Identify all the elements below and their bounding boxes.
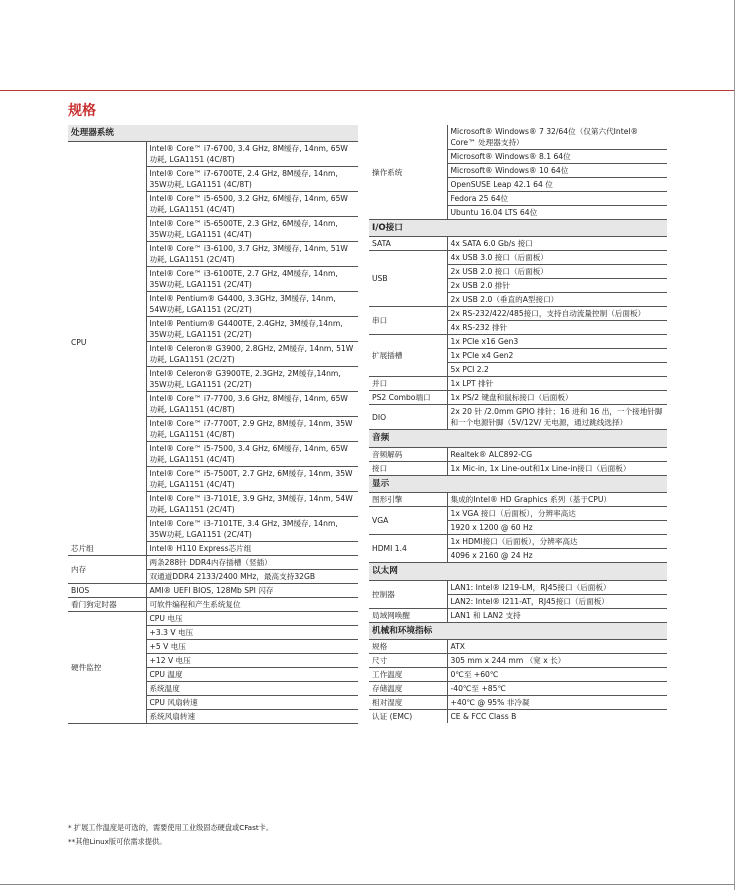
vga-label: VGA (369, 507, 447, 535)
hardware-monitor-row (68, 612, 358, 626)
serial-label: 串口 (369, 307, 447, 335)
os-value: Microsoft® Windows® 8.1 64位 (447, 150, 667, 164)
dio-value: 2x 20 针 /2.0mm GPIO 排针；16 进和 16 出，一个接地针脚和一个电源针脚（5V/12V/ 无电源，通过跳线选择） (447, 405, 667, 430)
os-label: 操作系统 (369, 125, 447, 220)
humidity-row (369, 696, 667, 710)
form-factor-value: ATX (447, 640, 667, 654)
lan-controller-value: LAN2: Intel® I211-AT，RJ45接口（后面板） (447, 594, 667, 608)
cpu-model: Intel® Pentium® G4400TE, 2.4GHz, 3M缓存,14nm, 35W功耗, LGA1151 (2C/2T) (146, 317, 358, 342)
spec-table-right (369, 125, 667, 723)
wake-on-lan-value: LAN1 和 LAN2 支持 (447, 608, 667, 622)
bios-label: BIOS (68, 584, 146, 598)
section-io (369, 220, 667, 237)
section-io-title: I/O接口 (369, 220, 667, 237)
cpu-model: Intel® Core™ i3-6100TE, 2.7 GHz, 4M缓存, 14nm, 35W功耗, LGA1151 (2C/4T) (146, 267, 358, 292)
graphics-value: 集成的Intel® HD Graphics 系列（基于CPU） (447, 493, 667, 507)
hdmi-row (369, 535, 667, 549)
dimensions-row (369, 654, 667, 668)
cpu-model: Intel® Core™ i7-7700T, 2.9 GHz, 8M缓存, 14nm, 35W功耗, LGA1151 (4C/8T) (146, 417, 358, 442)
os-value: Microsoft® Windows® 7 32/64位（仅第六代Intel® Core™ 处理器支持） (447, 125, 667, 150)
section-display-title: 显示 (369, 475, 667, 492)
hdmi-label: HDMI 1.4 (369, 535, 447, 563)
audio-codec-value: Realtek® ALC892-CG (447, 447, 667, 461)
sata-value: 4x SATA 6.0 Gb/s 接口 (447, 237, 667, 251)
parallel-label: 并口 (369, 377, 447, 391)
section-ethernet (369, 563, 667, 580)
expansion-value: 1x PCIe x16 Gen3 (447, 335, 667, 349)
audio-port-label: 接口 (369, 461, 447, 475)
cpu-model: Intel® Core™ i3-6100, 3.7 GHz, 3M缓存, 14nm, 51W功耗, LGA1151 (2C/4T) (146, 242, 358, 267)
hardware-monitor-value: +3.3 V 电压 (146, 626, 358, 640)
section-audio-title: 音频 (369, 430, 667, 447)
section-processor-title: 处理器系统 (68, 125, 358, 142)
chipset-label: 芯片组 (68, 542, 146, 556)
expansion-row (369, 335, 667, 349)
spec-table-left (68, 125, 358, 724)
serial-value: 2x RS-232/422/485接口，支持自动流量控制（后面板） (447, 307, 667, 321)
ps2-label: PS2 Combo端口 (369, 391, 447, 405)
watchdog-value: 可软件编程和产生系统复位 (146, 598, 358, 612)
expansion-value: 5x PCI 2.2 (447, 363, 667, 377)
audio-port-value: 1x Mic-in, 1x Line-out和1x Line-in接口（后面板） (447, 461, 667, 475)
cpu-model: Intel® Celeron® G3900TE, 2.3GHz, 2M缓存,14nm, 35W功耗, LGA1151 (2C/2T) (146, 367, 358, 392)
usb-value: 4x USB 3.0 接口（后面板） (447, 251, 667, 265)
storage-temp-value: -40℃至 +85℃ (447, 682, 667, 696)
section-mechanical (369, 622, 667, 639)
humidity-label: 相对湿度 (369, 696, 447, 710)
usb-value: 2x USB 2.0 排针 (447, 279, 667, 293)
footnote-2: **其他Linux版可依需求提供。 (68, 837, 167, 846)
os-value: Ubuntu 16.04 LTS 64位 (447, 206, 667, 220)
expansion-value: 1x PCIe x4 Gen2 (447, 349, 667, 363)
audio-port-row (369, 461, 667, 475)
storage-temp-row (369, 682, 667, 696)
operating-temp-value: 0℃至 +60℃ (447, 668, 667, 682)
os-value: Microsoft® Windows® 10 64位 (447, 164, 667, 178)
watchdog-row (68, 598, 358, 612)
dimensions-label: 尺寸 (369, 654, 447, 668)
cpu-model: Intel® Core™ i7-7700, 3.6 GHz, 8M缓存, 14nm, 65W功耗, LGA1151 (4C/8T) (146, 392, 358, 417)
graphics-row (369, 493, 667, 507)
parallel-row (369, 377, 667, 391)
hardware-monitor-value: +5 V 电压 (146, 640, 358, 654)
usb-label: USB (369, 251, 447, 307)
vga-row (369, 507, 667, 521)
hardware-monitor-label: 硬件监控 (68, 612, 146, 724)
chipset-value: Intel® H110 Express芯片组 (146, 542, 358, 556)
parallel-value: 1x LPT 排针 (447, 377, 667, 391)
operating-temp-row (369, 668, 667, 682)
audio-codec-label: 音频解码 (369, 447, 447, 461)
usb-value: 2x USB 2.0（垂直的A型接口） (447, 293, 667, 307)
section-display (369, 475, 667, 492)
page-title: 规格 (68, 103, 96, 119)
serial-row (369, 307, 667, 321)
section-processor (68, 125, 358, 142)
wake-on-lan-row (369, 608, 667, 622)
ps2-value: 1x PS/2 键盘和鼠标接口（后面板） (447, 391, 667, 405)
lan-controller-label: 控制器 (369, 580, 447, 608)
hardware-monitor-value: 系统风扇转速 (146, 710, 358, 724)
os-row (369, 125, 667, 150)
hardware-monitor-value: 系统温度 (146, 682, 358, 696)
certification-value: CE & FCC Class B (447, 710, 667, 724)
vga-value: 1920 x 1200 @ 60 Hz (447, 521, 667, 535)
cpu-model: Intel® Core™ i3-7101TE, 3.4 GHz, 3M缓存, 14nm, 35W功耗, LGA1151 (2C/4T) (146, 517, 358, 542)
cpu-model: Intel® Core™ i5-6500TE, 2.3 GHz, 6M缓存, 14nm, 35W功耗, LGA1151 (4C/4T) (146, 217, 358, 242)
cpu-model: Intel® Core™ i5-6500, 3.2 GHz, 6M缓存, 14nm, 65W功耗, LGA1151 (4C/4T) (146, 192, 358, 217)
hardware-monitor-value: CPU 风扇转速 (146, 696, 358, 710)
cpu-label: CPU (71, 337, 87, 347)
hardware-monitor-value: +12 V 电压 (146, 654, 358, 668)
bios-row (68, 584, 358, 598)
os-value: OpenSUSE Leap 42.1 64 位 (447, 178, 667, 192)
chipset-row (68, 542, 358, 556)
certification-row (369, 710, 667, 724)
audio-codec-row (369, 447, 667, 461)
dio-label: DIO (369, 405, 447, 430)
hardware-monitor-value: CPU 电压 (146, 612, 358, 626)
expansion-label: 扩展插槽 (369, 335, 447, 377)
cpu-model: Intel® Core™ i5-7500, 3.4 GHz, 6M缓存, 14nm, 65W功耗, LGA1151 (4C/4T) (146, 442, 358, 467)
memory-value: 双通道DDR4 2133/2400 MHz，最高支持32GB (146, 570, 358, 584)
cpu-model: Intel® Core™ i3-7101E, 3.9 GHz, 3M缓存, 14nm, 54W功耗, LGA1151 (2C/4T) (146, 492, 358, 517)
cpu-model: Intel® Core™ i7-6700TE, 2.4 GHz, 8M缓存, 14nm, 35W功耗, LGA1151 (4C/8T) (146, 167, 358, 192)
section-ethernet-title: 以太网 (369, 563, 667, 580)
hardware-monitor-value: CPU 温度 (146, 668, 358, 682)
section-mechanical-title: 机械和环境指标 (369, 622, 667, 639)
certification-label: 认证 (EMC) (372, 712, 413, 722)
dio-row (369, 405, 667, 430)
memory-value: 两条288针 DDR4内存插槽（竖插） (146, 556, 358, 570)
cpu-row (68, 142, 358, 167)
vga-value: 1x VGA 接口（后面板），分辨率高达 (447, 507, 667, 521)
storage-temp-label: 存储温度 (369, 682, 447, 696)
bios-value: AMI® UEFI BIOS, 128Mb SPI 闪存 (146, 584, 358, 598)
dimensions-value: 305 mm x 244 mm （宽 x 长） (447, 654, 667, 668)
memory-label: 内存 (68, 556, 146, 584)
sata-row (369, 237, 667, 251)
footer-rule (0, 884, 735, 885)
cpu-model: Intel® Pentium® G4400, 3.3GHz, 3M缓存, 14nm, 54W功耗, LGA1151 (2C/2T) (146, 292, 358, 317)
cpu-model: Intel® Core™ i5-7500T, 2.7 GHz, 6M缓存, 14nm, 35W功耗, LGA1151 (4C/4T) (146, 467, 358, 492)
header-rule (0, 90, 735, 91)
form-factor-row (369, 640, 667, 654)
ps2-row (369, 391, 667, 405)
operating-temp-label: 工作温度 (369, 668, 447, 682)
hdmi-value: 1x HDMI接口（后面板），分辨率高达 (447, 535, 667, 549)
section-audio (369, 430, 667, 447)
wake-on-lan-label: 局域网唤醒 (369, 608, 447, 622)
memory-row (68, 556, 358, 570)
lan-controller-value: LAN1: Intel® I219-LM，RJ45接口（后面板） (447, 580, 667, 594)
usb-row (369, 251, 667, 265)
serial-value: 4x RS-232 排针 (447, 321, 667, 335)
sata-label: SATA (369, 237, 447, 251)
graphics-label: 图形引擎 (369, 493, 447, 507)
humidity-value: +40℃ @ 95% 非冷凝 (447, 696, 667, 710)
watchdog-label: 看门狗定时器 (68, 598, 146, 612)
cpu-model: Intel® Core™ i7-6700, 3.4 GHz, 8M缓存, 14nm, 65W功耗, LGA1151 (4C/8T) (146, 142, 358, 167)
hdmi-value: 4096 x 2160 @ 24 Hz (447, 549, 667, 563)
lan-controller-row (369, 580, 667, 594)
usb-value: 2x USB 2.0 接口（后面板） (447, 265, 667, 279)
form-factor-label: 规格 (369, 640, 447, 654)
footnote-1: * 扩展工作温度是可选的，需要使用工业级固态硬盘或CFast卡。 (68, 823, 274, 832)
os-value: Fedora 25 64位 (447, 192, 667, 206)
cpu-model: Intel® Celeron® G3900, 2.8GHz, 2M缓存, 14nm, 51W功耗, LGA1151 (2C/2T) (146, 342, 358, 367)
